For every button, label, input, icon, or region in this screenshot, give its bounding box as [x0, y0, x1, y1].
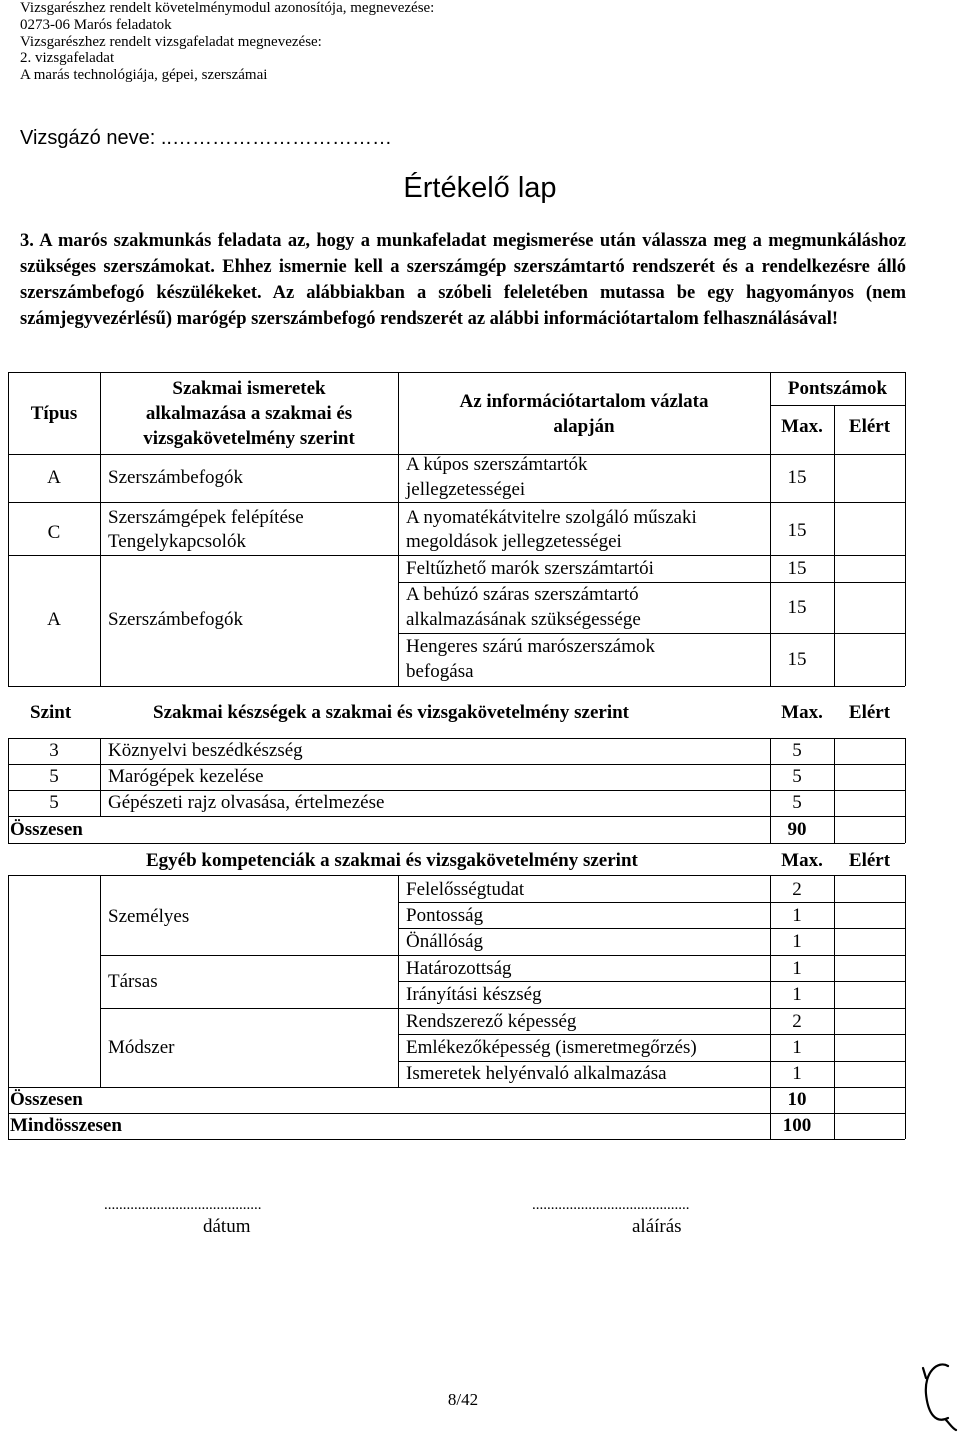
- comp-max-header: Max.: [781, 850, 823, 871]
- skill3-name: Gépészeti rajz olvasása, értelmezése: [108, 792, 385, 813]
- comp-total-label: Összesen: [10, 1089, 83, 1110]
- row1-info-1: A kúpos szerszámtartók: [406, 454, 588, 475]
- comp-systematic-max: 2: [792, 1011, 802, 1032]
- col-knowledge-header-2: alkalmazása a szakmai és: [145, 403, 353, 424]
- skill1-name: Köznyelvi beszédkészség: [108, 740, 303, 761]
- comp-responsibility: Felelősségtudat: [406, 879, 525, 900]
- row2-max: 15: [787, 520, 807, 541]
- comp-decisiveness-max: 1: [792, 958, 802, 979]
- row1-knowledge: Szerszámbefogók: [108, 467, 244, 488]
- col-knowledge-header-1: Szakmai ismeretek: [172, 378, 326, 399]
- col-points-header: Pontszámok: [787, 378, 888, 399]
- signature-dots[interactable]: ..........................................: [532, 1197, 690, 1213]
- col-competencies-header: Egyéb kompetenciák a szakmai és vizsgakövetelmény szerint: [146, 850, 638, 871]
- row3c-info-1: Hengeres szárú marószerszámok: [406, 636, 655, 657]
- col-type-header: Típus: [30, 403, 78, 424]
- row2-knowledge-2: Tengelykapcsolók: [108, 531, 246, 552]
- group-personal: Személyes: [108, 906, 190, 927]
- candidate-name-field[interactable]: Vizsgázó neve: ..……………………………: [20, 127, 392, 149]
- row3b-info-2: alkalmazásának szükségessége: [406, 609, 641, 630]
- comp-achieved-header: Elért: [848, 850, 891, 871]
- task-description: 3. A marós szakmunkás feladata az, hogy a munkafeladat megismerése után válassza meg a megmunkáláshoz szükséges szerszámokat. Ehhez ismernie kell a szerszámgép szerszámtartó rendszerét és a rendelkezésre álló szerszámbefogó készülékeket. Az alábbiakban a szóbeli feleletében mutassa be egy hagyományos (nem számjegyvezérlésű) marógép szerszámbefogó rendszerét az alábbi információtartalom felhasználásával!: [20, 231, 906, 329]
- grand-total-label: Mindösszesen: [10, 1115, 122, 1136]
- skills-total-value: 90: [787, 819, 807, 840]
- page-number: 8/42: [447, 1390, 479, 1409]
- group-method: Módszer: [108, 1037, 175, 1058]
- header-task-label: Vizsgarészhez rendelt vizsgafeladat megnevezése:: [20, 34, 322, 50]
- skill3-max: 5: [792, 792, 802, 813]
- page-title: Értékelő lap: [403, 172, 557, 204]
- row3c-info-2: befogása: [406, 661, 474, 682]
- row3c-max: 15: [787, 649, 807, 670]
- skills-achieved-header: Elért: [848, 702, 891, 723]
- comp-decisiveness: Határozottság: [406, 958, 512, 979]
- col-achieved-header: Elért: [848, 416, 891, 437]
- skill2-level: 5: [49, 766, 59, 787]
- skill2-max: 5: [792, 766, 802, 787]
- row3b-info-1: A behúzó száras szerszámtartó: [406, 584, 639, 605]
- comp-application-max: 1: [792, 1063, 802, 1084]
- row3b-max: 15: [787, 597, 807, 618]
- skill1-level: 3: [49, 740, 59, 761]
- col-info-header-2: alapján: [553, 416, 615, 437]
- row3a-max: 15: [787, 558, 807, 579]
- comp-independence: Önállóság: [406, 931, 484, 952]
- row2-info-2: megoldások jellegzetességei: [406, 531, 622, 552]
- header-module-label: Vizsgarészhez rendelt követelménymodul azonosítója, megnevezése:: [20, 0, 435, 16]
- comp-responsibility-max: 2: [792, 879, 802, 900]
- row1-type: A: [47, 467, 61, 488]
- skills-max-header: Max.: [781, 702, 823, 723]
- comp-memory-max: 1: [792, 1037, 802, 1058]
- row1-info-2: jellegzetességei: [406, 479, 526, 500]
- comp-accuracy: Pontosság: [406, 905, 484, 926]
- row2-type: C: [47, 522, 61, 543]
- comp-total-value: 10: [787, 1089, 807, 1110]
- skills-total-label: Összesen: [10, 819, 83, 840]
- signature-label: aláírás: [632, 1216, 682, 1237]
- col-level-header: Szint: [30, 702, 72, 723]
- row2-knowledge-1: Szerszámgépek felépítése: [108, 507, 304, 528]
- comp-independence-max: 1: [792, 931, 802, 952]
- group-social: Társas: [108, 971, 158, 992]
- comp-leadership-max: 1: [792, 984, 802, 1005]
- col-max-header: Max.: [781, 416, 823, 437]
- skill2-name: Marógépek kezelése: [108, 766, 264, 787]
- date-label: dátum: [203, 1216, 251, 1237]
- row2-info-1: A nyomatékátvitelre szolgáló műszaki: [406, 507, 697, 528]
- header-task-name: A marás technológiája, gépei, szerszámai: [20, 67, 268, 83]
- row1-max: 15: [787, 467, 807, 488]
- header-task-number: 2. vizsgafeladat: [20, 50, 115, 66]
- skill1-max: 5: [792, 740, 802, 761]
- header-module-name: 0273-06 Marós feladatok: [20, 17, 172, 33]
- col-knowledge-header-3: vizsgakövetelmény szerint: [143, 428, 355, 449]
- row3-type: A: [47, 609, 61, 630]
- col-info-header-1: Az információtartalom vázlata: [459, 391, 709, 412]
- comp-accuracy-max: 1: [792, 905, 802, 926]
- row3a-info: Feltűzhető marók szerszámtartói: [406, 558, 654, 579]
- comp-application: Ismeretek helyénvaló alkalmazása: [406, 1063, 667, 1084]
- skill3-level: 5: [49, 792, 59, 813]
- comp-systematic: Rendszerező képesség: [406, 1011, 577, 1032]
- date-dots[interactable]: ..........................................: [104, 1197, 262, 1213]
- row3-knowledge: Szerszámbefogók: [108, 609, 244, 630]
- comp-leadership: Irányítási készség: [406, 984, 542, 1005]
- comp-memory: Emlékezőképesség (ismeretmegőrzés): [406, 1037, 697, 1058]
- col-skills-header: Szakmai készségek a szakmai és vizsgakövetelmény szerint: [153, 702, 629, 723]
- grand-total-value: 100: [782, 1115, 812, 1136]
